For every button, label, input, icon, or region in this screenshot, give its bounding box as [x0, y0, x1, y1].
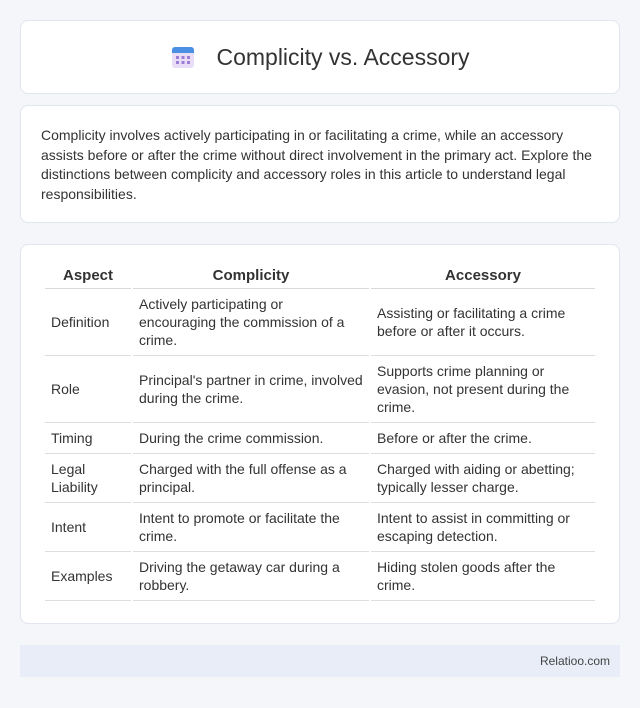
table-row [45, 356, 595, 423]
title-card [20, 20, 620, 94]
column-header-accessory: Accessory [371, 261, 595, 289]
table-cell: Principal's partner in crime, involved during the crime. [133, 356, 369, 423]
table-cell: Assisting or facilitating a crime before or after it occurs. [371, 289, 595, 356]
table-cell: Intent to assist in committing or escaping detection. [371, 503, 595, 552]
table-cell: Before or after the crime. [371, 423, 595, 454]
table-cell: Charged with the full offense as a principal. [133, 454, 369, 503]
table-row [45, 503, 595, 552]
table-cell: During the crime commission. [133, 423, 369, 454]
table-row [45, 454, 595, 503]
column-header-complicity: Complicity [133, 261, 369, 289]
intro-card [20, 105, 620, 223]
calendar-icon [170, 44, 196, 70]
intro-text: Complicity involves actively participating in or facilitating a crime, while an accessory assists before or after the crime without direct involvement in the primary act. Explore the distinctions between complicity and accessory roles in this article to understand legal responsibilities. [41, 127, 592, 202]
table-cell: Intent to promote or facilitate the crime. [133, 503, 369, 552]
table-cell: Hiding stolen goods after the crime. [371, 552, 595, 601]
comparison-table [43, 261, 597, 601]
table-row [45, 552, 595, 601]
footer-site-link[interactable]: Relatioo.com [539, 654, 610, 668]
table-row [45, 423, 595, 454]
table-cell: Timing [45, 423, 131, 454]
comparison-card [20, 244, 620, 624]
table-cell: Charged with aiding or abetting; typically lesser charge. [371, 454, 595, 503]
table-cell: Intent [45, 503, 131, 552]
table-cell: Actively participating or encouraging the commission of a crime. [133, 289, 369, 356]
table-cell: Definition [45, 289, 131, 356]
footer [20, 645, 620, 677]
table-cell: Driving the getaway car during a robbery. [133, 552, 369, 601]
page-title: Complicity vs. Accessory [216, 43, 470, 70]
table-cell: Supports crime planning or evasion, not present during the crime. [371, 356, 595, 423]
column-header-aspect: Aspect [45, 261, 131, 289]
table-header-row [45, 261, 595, 289]
table-cell: Examples [45, 552, 131, 601]
table-cell: Legal Liability [45, 454, 131, 503]
table-row [45, 289, 595, 356]
table-cell: Role [45, 356, 131, 423]
